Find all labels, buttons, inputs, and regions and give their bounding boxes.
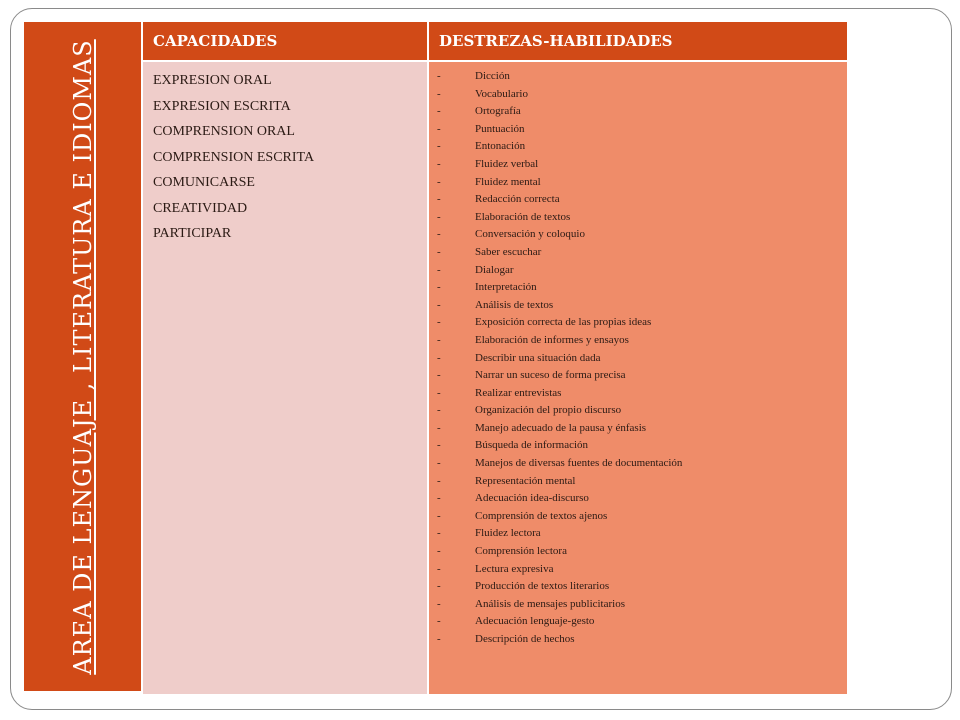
bullet-dash: - (437, 87, 441, 100)
destreza-label: Elaboración de informes y ensayos (475, 333, 629, 346)
bullet-dash: - (437, 281, 441, 294)
bullet-dash: - (437, 580, 441, 593)
bullet-dash: - (437, 193, 441, 206)
bullet-dash: - (437, 70, 441, 82)
bullet-dash: - (437, 439, 441, 452)
destreza-item (437, 68, 847, 86)
bullet-dash: - (437, 140, 441, 153)
bullet-dash: - (437, 263, 441, 276)
destreza-label: Descripción de hechos (475, 633, 575, 645)
destreza-label: Adecuación lenguaje-gesto (475, 615, 595, 628)
bullet-dash: - (437, 562, 441, 575)
bullet-dash: - (437, 245, 441, 258)
destreza-item (437, 596, 847, 614)
bullet-dash: - (437, 228, 441, 241)
bullet-dash: - (437, 404, 441, 417)
destreza-item (437, 332, 847, 350)
capacidad-item: COMUNICARSE (153, 175, 255, 190)
destreza-label: Dialogar (475, 263, 514, 276)
destreza-item (437, 244, 847, 262)
destreza-label: Exposición correcta de las propias ideas (475, 316, 652, 329)
bullet-dash: - (437, 316, 441, 329)
destrezas-list (437, 68, 847, 649)
destreza-label: Búsqueda de información (475, 439, 589, 452)
bullet-dash: - (437, 105, 441, 118)
capacidad-item: CREATIVIDAD (153, 200, 248, 216)
bullet-dash: - (437, 474, 441, 487)
destreza-item (437, 297, 847, 315)
capacidad-item: EXPRESION ORAL (153, 73, 272, 88)
bullet-dash: - (437, 351, 441, 364)
header-capacidades: CAPACIDADES (143, 22, 427, 60)
destrezas-cell (429, 62, 847, 694)
destreza-label: Ortografía (475, 105, 521, 118)
bullet-dash: - (437, 369, 441, 382)
destreza-item (437, 226, 847, 244)
bullet-dash: - (437, 457, 441, 470)
destreza-item (437, 631, 847, 649)
bullet-dash: - (437, 633, 441, 645)
bullet-dash: - (437, 210, 441, 223)
destreza-item (437, 420, 847, 438)
bullet-dash: - (437, 386, 441, 399)
destreza-item (437, 455, 847, 473)
header-destrezas: DESTREZAS-HABILIDADES (429, 22, 847, 60)
destreza-item (437, 561, 847, 579)
capacidad-item: EXPRESION ESCRITA (153, 98, 291, 114)
destreza-item (437, 613, 847, 631)
destreza-item (437, 314, 847, 332)
destreza-item (437, 86, 847, 104)
destreza-label: Fluidez mental (475, 175, 541, 188)
destreza-label: Describir una situación dada (475, 351, 601, 364)
capacidad-item: COMPRENSION ORAL (153, 124, 295, 139)
destreza-item (437, 437, 847, 455)
destreza-item (437, 508, 847, 526)
destreza-label: Vocabulario (475, 87, 528, 100)
area-cell (24, 22, 141, 693)
destreza-item (437, 279, 847, 297)
capacidad-item: COMPRENSION ESCRITA (153, 149, 315, 165)
destreza-item (437, 525, 847, 543)
destreza-label: Manejos de diversas fuentes de documentación (475, 457, 683, 470)
bullet-dash: - (437, 157, 441, 170)
destreza-item (437, 350, 847, 368)
area-title: AREA DE LENGUAJE , LITERATURA E IDIOMAS (68, 38, 97, 675)
destreza-label: Realizar entrevistas (475, 386, 562, 399)
destreza-label: Fluidez verbal (475, 157, 539, 170)
destreza-label: Comprensión de textos ajenos (475, 509, 608, 522)
capacidad-item: PARTICIPAR (153, 226, 232, 241)
destreza-item (437, 367, 847, 385)
destreza-item (437, 138, 847, 156)
destreza-label: Entonación (475, 140, 526, 153)
bullet-dash: - (437, 615, 441, 628)
destreza-label: Fluidez lectora (475, 527, 541, 540)
capacidades-cell (143, 62, 427, 694)
destreza-label: Elaboración de textos (475, 210, 571, 223)
bullet-dash: - (437, 545, 441, 558)
destreza-label: Producción de textos literarios (475, 580, 610, 593)
capacidades-list (153, 68, 427, 247)
bullet-dash: - (437, 175, 441, 188)
destreza-item (437, 385, 847, 403)
destreza-label: Representación mental (475, 474, 576, 487)
destreza-label: Saber escuchar (475, 245, 542, 258)
destreza-item (437, 402, 847, 420)
destreza-item (437, 174, 847, 192)
destreza-item (437, 121, 847, 139)
destreza-item (437, 578, 847, 596)
destreza-label: Lectura expresiva (475, 562, 554, 575)
destreza-label: Redacción correcta (475, 193, 560, 206)
destreza-label: Análisis de textos (475, 298, 554, 311)
bullet-dash: - (437, 298, 441, 311)
destreza-label: Interpretación (475, 281, 537, 294)
destreza-label: Comprensión lectora (475, 545, 567, 558)
bullet-dash: - (437, 527, 441, 540)
bullet-dash: - (437, 492, 441, 505)
destreza-item (437, 262, 847, 280)
bullet-dash: - (437, 597, 441, 610)
destreza-label: Adecuación idea-discurso (475, 492, 589, 505)
destreza-label: Conversación y coloquio (475, 228, 585, 241)
destreza-label: Análisis de mensajes publicitarios (475, 597, 625, 610)
bullet-dash: - (437, 421, 441, 434)
destreza-label: Narrar un suceso de forma precisa (475, 369, 626, 382)
bullet-dash: - (437, 333, 441, 346)
destreza-item (437, 490, 847, 508)
bullet-dash: - (437, 509, 441, 522)
destreza-item (437, 543, 847, 561)
destreza-item (437, 209, 847, 227)
destreza-label: Manejo adecuado de la pausa y énfasis (475, 421, 647, 434)
destreza-item (437, 473, 847, 491)
destreza-item (437, 191, 847, 209)
destreza-label: Dicción (475, 70, 510, 82)
destreza-label: Puntuación (475, 122, 525, 135)
destreza-label: Organización del propio discurso (475, 404, 622, 417)
destreza-item (437, 103, 847, 121)
destreza-item (437, 156, 847, 174)
bullet-dash: - (437, 122, 441, 135)
